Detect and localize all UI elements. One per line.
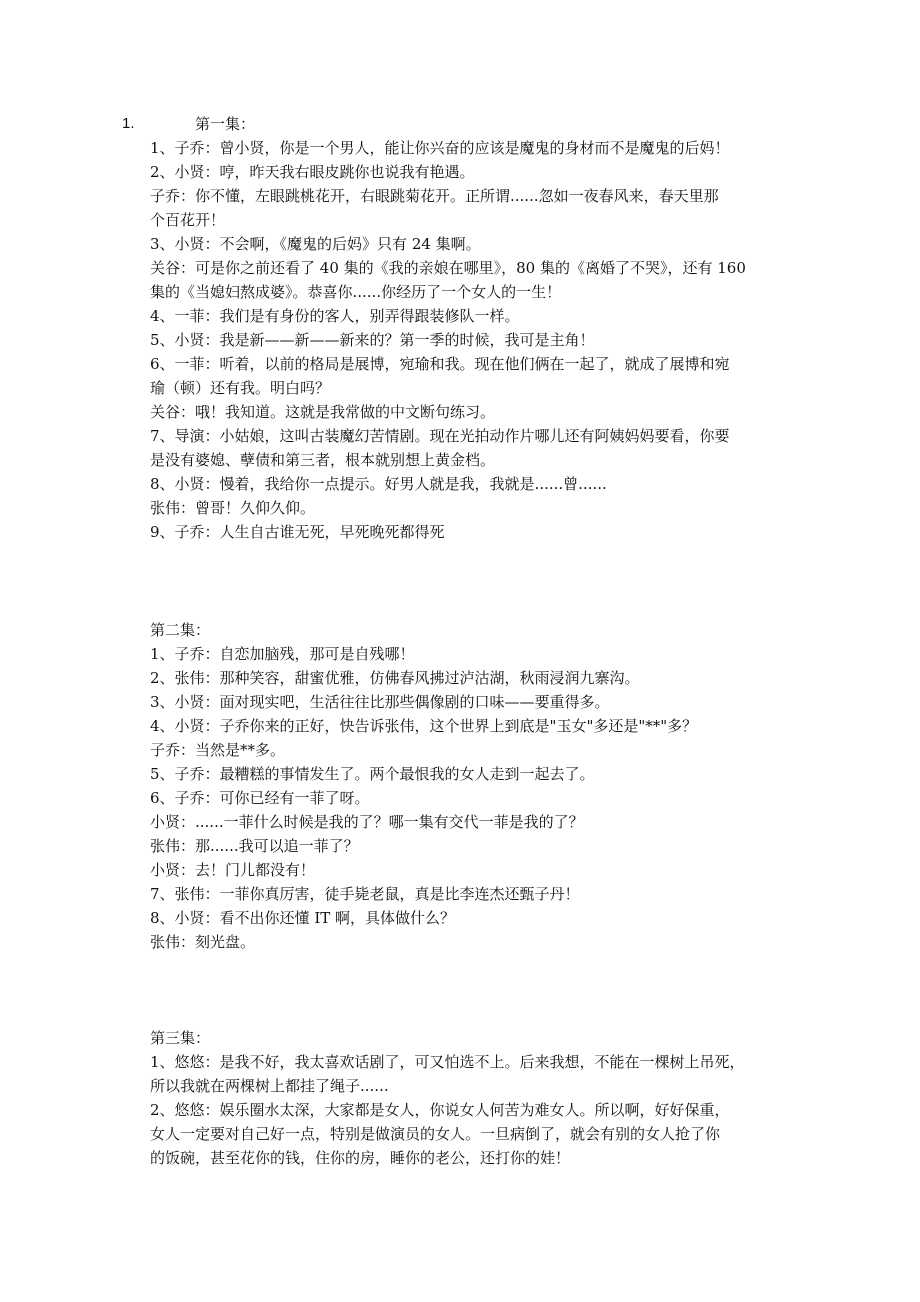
episode2-line: 小贤：......一菲什么时候是我的了？哪一集有交代一菲是我的了？ (150, 813, 584, 831)
episode2-line: 1、子乔：自恋加脑残，那可是自残哪！ (150, 645, 415, 663)
episode1-line: 是没有婆媳、孽债和第三者，根本就别想上黄金档。 (150, 451, 496, 469)
episode1-line: 3、小贤：不会啊，《魔鬼的后妈》只有 24 集啊。 (150, 235, 481, 253)
episode2-line: 2、张伟：那种笑容，甜蜜优雅，仿佛春风拂过泸沽湖，秋雨浸润九寨沟。 (150, 669, 640, 687)
list-number: 1. (122, 115, 135, 132)
episode3-line: 1、悠悠：是我不好，我太喜欢话剧了，可又怕选不上。后来我想，不能在一棵树上吊死， (150, 1053, 745, 1071)
episode3-line: 所以我就在两棵树上都挂了绳子...... (150, 1077, 389, 1095)
episode2-line: 张伟：刻光盘。 (150, 933, 256, 951)
episode1-line: 张伟：曾哥！久仰久仰。 (150, 499, 316, 517)
episode1-line: 5、小贤：我是新——新——新来的？第一季的时候，我可是主角！ (150, 331, 595, 349)
episode3-line: 女人一定要对自己好一点，特别是做演员的女人。一旦病倒了，就会有别的女人抢了你 (150, 1125, 721, 1143)
episode1-line: 8、小贤：慢着，我给你一点提示。好男人就是我，我就是......曾...... (150, 475, 607, 493)
episode1-line: 7、导演：小姑娘，这叫古装魔幻苦情剧。现在光拍动作片哪儿还有阿姨妈妈要看，你要 (150, 427, 730, 445)
episode1-line: 1、子乔：曾小贤，你是一个男人，能让你兴奋的应该是魔鬼的身材而不是魔鬼的后妈！ (150, 139, 730, 157)
episode2-title: 第二集： (150, 621, 211, 639)
episode2-line: 6、子乔：可你已经有一菲了呀。 (150, 789, 370, 807)
episode1-line: 子乔：你不懂，左眼跳桃花开，右眼跳菊花开。正所谓......忽如一夜春风来，春天里那 (150, 187, 719, 205)
episode2-line: 8、小贤：看不出你还懂 IT 啊，具体做什么？ (150, 909, 456, 927)
episode1-line: 2、小贤：哼，昨天我右眼皮跳你也说我有艳遇。 (150, 163, 475, 181)
episode2-line: 小贤：去！门儿都没有！ (150, 861, 316, 879)
episode1-title: 第一集： (195, 115, 256, 133)
episode3-line: 的饭碗，甚至花你的钱，住你的房，睡你的老公，还打你的娃！ (150, 1149, 571, 1167)
episode1-line: 4、一菲：我们是有身份的客人，别弄得跟装修队一样。 (150, 307, 520, 325)
episode1-line: 瑜（顿）还有我。明白吗？ (150, 379, 331, 397)
episode1-line: 关谷：哦！我知道。这就是我常做的中文断句练习。 (150, 403, 496, 421)
episode1-line: 集的《当媳妇熬成婆》。恭喜你......你经历了一个女人的一生！ (150, 283, 562, 301)
episode2-line: 5、子乔：最糟糕的事情发生了。两个最恨我的女人走到一起去了。 (150, 765, 595, 783)
episode2-line: 4、小贤：子乔你来的正好，快告诉张伟，这个世界上到底是"玉女"多还是"**"多？ (150, 717, 698, 735)
episode2-line: 3、小贤：面对现实吧，生活往往比那些偶像剧的口味——要重得多。 (150, 693, 610, 711)
episode1-line: 9、子乔：人生自古谁无死，早死晚死都得死 (150, 523, 445, 541)
episode1-line: 个百花开！ (150, 211, 226, 229)
episode1-line: 6、一菲：听着，以前的格局是展博，宛瑜和我。现在他们俩在一起了，就成了展博和宛 (150, 355, 730, 373)
episode2-line: 子乔：当然是**多。 (150, 741, 286, 759)
episode1-line: 关谷：可是你之前还看了 40 集的《我的亲娘在哪里》，80 集的《离婚了不哭》，还有 160 (150, 259, 746, 277)
episode3-line: 2、悠悠：娱乐圈水太深，大家都是女人，你说女人何苦为难女人。所以啊，好好保重， (150, 1101, 730, 1119)
episode2-line: 张伟：那......我可以追一菲了？ (150, 837, 359, 855)
episode3-title: 第三集： (150, 1029, 211, 1047)
episode2-line: 7、张伟：一菲你真厉害，徒手毙老鼠，真是比李连杰还甄子丹！ (150, 885, 580, 903)
